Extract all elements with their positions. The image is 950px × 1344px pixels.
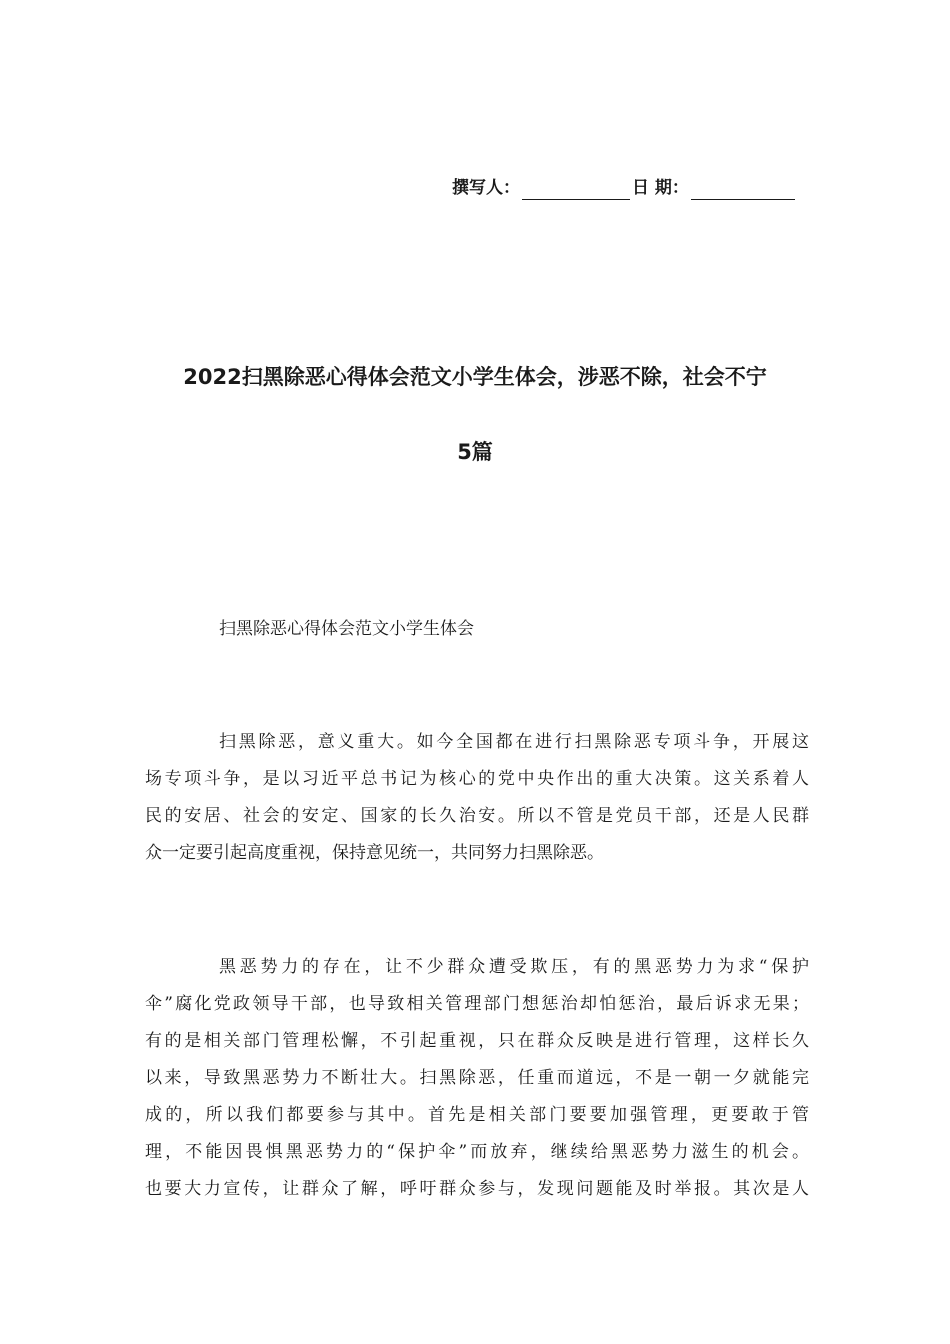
document-title-continued: 5篇 bbox=[457, 440, 493, 464]
paragraph-1 bbox=[145, 724, 809, 872]
paragraph-line: 民的安居、社会的安定、国家的长久治安。所以不管是党员干部，还是人民群 bbox=[145, 806, 809, 826]
author-blank-field bbox=[522, 181, 630, 200]
document-title: 2022扫黑除恶心得体会范文小学生体会，涉恶不除，社会不宁 bbox=[183, 365, 767, 389]
paragraph-line: 以来，导致黑恶势力不断壮大。扫黑除恶，任重而道远，不是一朝一夕就能完 bbox=[145, 1068, 809, 1088]
section-heading: 扫黑除恶心得体会范文小学生体会 bbox=[219, 619, 474, 639]
paragraph-line: 黑恶势力的存在，让不少群众遭受欺压，有的黑恶势力为求“保护 bbox=[219, 957, 809, 977]
paragraph-line: 有的是相关部门管理松懈，不引起重视，只在群众反映是进行管理，这样长久 bbox=[145, 1031, 809, 1051]
author-date-line bbox=[452, 176, 795, 200]
author-label: 撰写人： bbox=[452, 178, 520, 198]
paragraph-line: 成的，所以我们都要参与其中。首先是相关部门要要加强管理，更要敢于管 bbox=[145, 1105, 809, 1125]
paragraph-line: 场专项斗争，是以习近平总书记为核心的党中央作出的重大决策。这关系着人 bbox=[145, 769, 809, 789]
paragraph-line: 理，不能因畏惧黑恶势力的“保护伞”而放弃，继续给黑恶势力滋生的机会。 bbox=[145, 1142, 809, 1162]
paragraph-line: 伞”腐化党政领导干部，也导致相关管理部门想惩治却怕惩治，最后诉求无果； bbox=[145, 994, 809, 1014]
date-label: 日 期： bbox=[632, 178, 689, 198]
date-blank-field bbox=[691, 181, 795, 200]
paragraph-line: 也要大力宣传，让群众了解，呼吁群众参与，发现问题能及时举报。其次是人 bbox=[145, 1179, 809, 1199]
paragraph-2 bbox=[145, 949, 809, 1208]
paragraph-line: 扫黑除恶，意义重大。如今全国都在进行扫黑除恶专项斗争，开展这 bbox=[219, 732, 809, 752]
paragraph-line: 众一定要引起高度重视，保持意见统一，共同努力扫黑除恶。 bbox=[145, 843, 604, 863]
